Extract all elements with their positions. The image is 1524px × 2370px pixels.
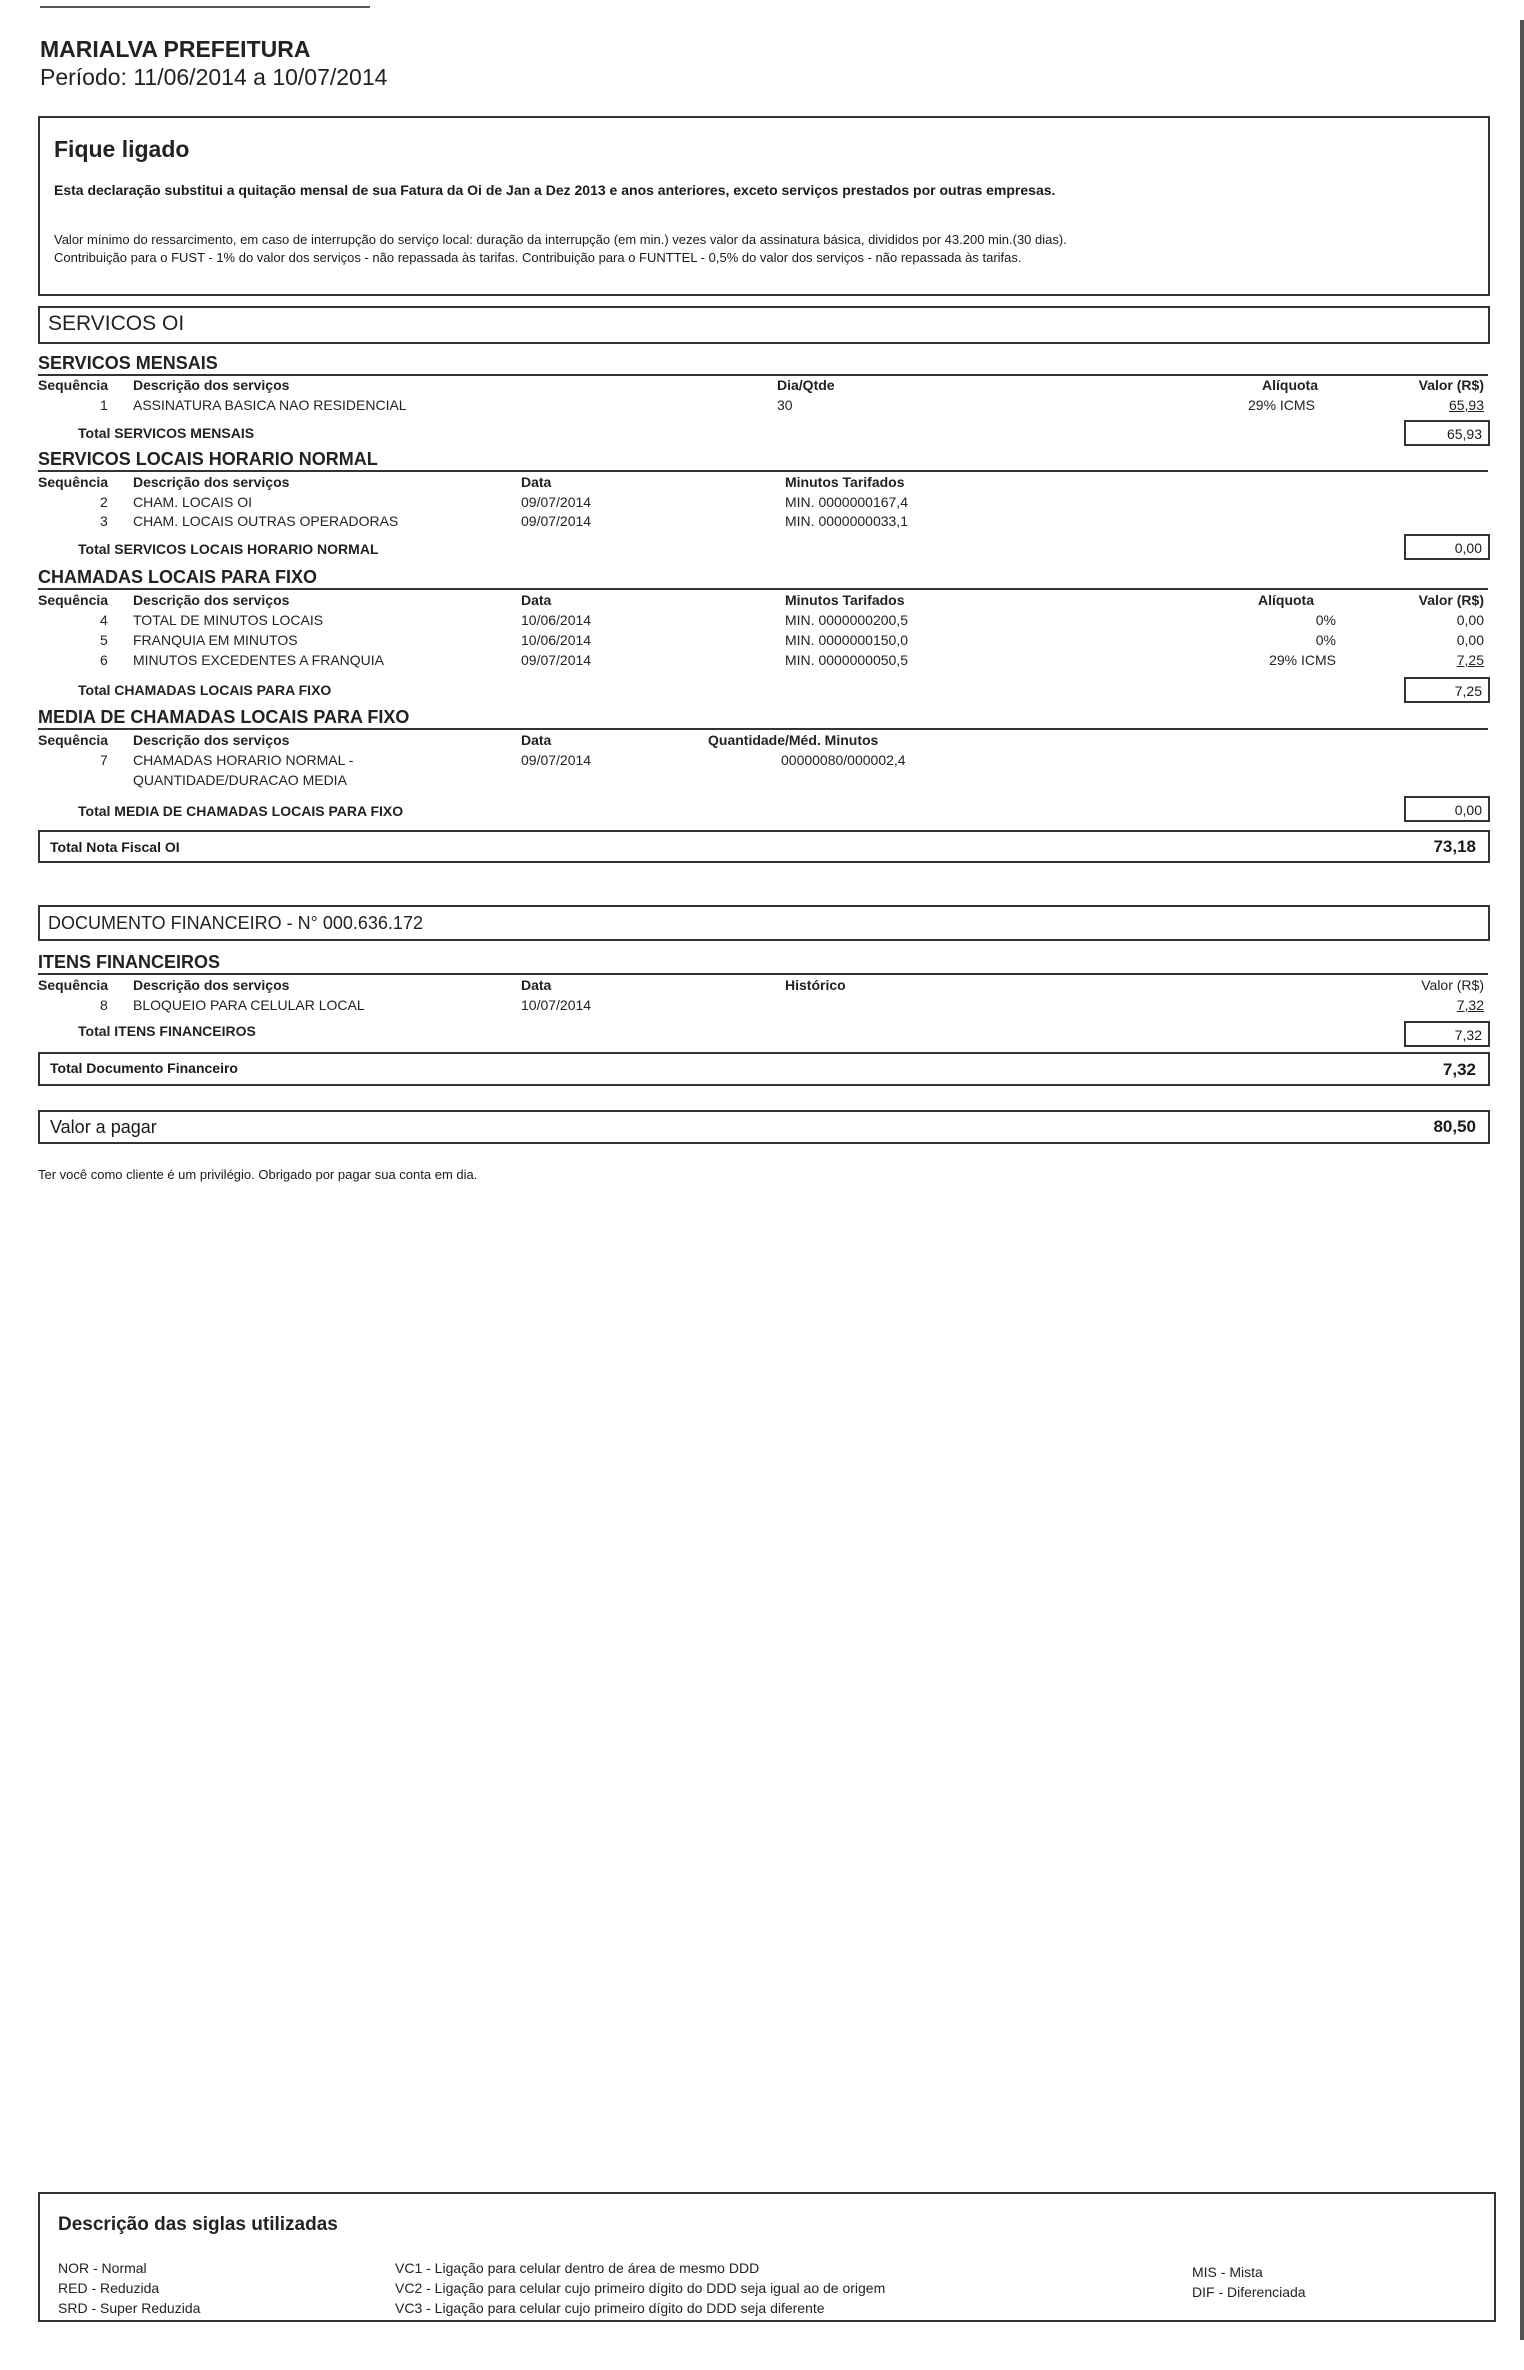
col-minutos: Minutos Tarifados bbox=[785, 474, 905, 490]
legend-item: MIS - Mista bbox=[1192, 2264, 1263, 2280]
legend-box bbox=[38, 2192, 1496, 2322]
row-aliquota: 29% ICMS bbox=[1269, 652, 1336, 668]
rule bbox=[38, 728, 1488, 730]
legend-item: RED - Reduzida bbox=[58, 2280, 160, 2296]
row-seq: 6 bbox=[100, 652, 108, 668]
total-value-media: 0,00 bbox=[1404, 796, 1490, 822]
entity-name: MARIALVA PREFEITURA bbox=[40, 36, 311, 62]
row-qty: 30 bbox=[777, 397, 793, 413]
scan-top-rule bbox=[40, 6, 370, 8]
col-sequencia: Sequência bbox=[38, 377, 109, 393]
legend-item: VC3 - Ligação para celular cujo primeiro dígito do DDD seja diferente bbox=[395, 2300, 825, 2316]
row-minutos: MIN. 0000000200,5 bbox=[785, 612, 908, 628]
row-desc: CHAMADAS HORARIO NORMAL - bbox=[133, 752, 354, 768]
row-data: 09/07/2014 bbox=[521, 513, 592, 529]
row-valor: 7,32 bbox=[1456, 997, 1484, 1013]
total-label-mensais: Total SERVICOS MENSAIS bbox=[78, 425, 255, 441]
info-title: Fique ligado bbox=[54, 136, 190, 162]
col-aliquota: Alíquota bbox=[1258, 592, 1314, 608]
info-box bbox=[38, 116, 1490, 296]
row-seq: 3 bbox=[100, 513, 108, 529]
row-seq: 1 bbox=[100, 397, 108, 413]
col-sequencia: Sequência bbox=[38, 474, 109, 490]
row-minutos: MIN. 0000000150,0 bbox=[785, 632, 908, 648]
row-seq: 7 bbox=[100, 752, 108, 768]
col-quantidade: Quantidade/Méd. Minutos bbox=[708, 732, 879, 748]
total-value-fixo: 7,25 bbox=[1404, 677, 1490, 703]
nota-fiscal-label: Total Nota Fiscal OI bbox=[50, 839, 180, 855]
services-section-header bbox=[38, 306, 1490, 344]
group-title-itens: ITENS FINANCEIROS bbox=[38, 952, 221, 972]
row-aliquota: 0% bbox=[1315, 612, 1336, 628]
col-valor: Valor (R$) bbox=[1418, 377, 1484, 393]
col-sequencia: Sequência bbox=[38, 592, 109, 608]
col-data: Data bbox=[521, 592, 552, 608]
col-valor: Valor (R$) bbox=[1421, 977, 1484, 993]
col-aliquota: Alíquota bbox=[1262, 377, 1318, 393]
col-descricao: Descrição dos serviços bbox=[133, 377, 290, 393]
col-data: Data bbox=[521, 474, 552, 490]
col-sequencia: Sequência bbox=[38, 977, 109, 993]
total-label-itens: Total ITENS FINANCEIROS bbox=[78, 1023, 256, 1039]
row-minutos: MIN. 0000000050,5 bbox=[785, 652, 908, 668]
col-valor: Valor (R$) bbox=[1418, 592, 1484, 608]
row-seq: 5 bbox=[100, 632, 108, 648]
row-seq: 8 bbox=[100, 997, 108, 1013]
legend-title: Descrição das siglas utilizadas bbox=[58, 2214, 338, 2235]
group-title-media: MEDIA DE CHAMADAS LOCAIS PARA FIXO bbox=[38, 707, 410, 727]
financial-section-header bbox=[38, 905, 1490, 941]
documento-financeiro-label: Total Documento Financeiro bbox=[50, 1060, 238, 1076]
total-label-media: Total MEDIA DE CHAMADAS LOCAIS PARA FIXO bbox=[78, 803, 404, 819]
row-valor: 7,25 bbox=[1456, 652, 1484, 668]
documento-financeiro-total-bar bbox=[38, 1052, 1490, 1086]
documento-financeiro-total: 7,32 bbox=[1442, 1060, 1476, 1079]
total-label-fixo: Total CHAMADAS LOCAIS PARA FIXO bbox=[78, 682, 332, 698]
col-sequencia: Sequência bbox=[38, 732, 109, 748]
legend-item: SRD - Super Reduzida bbox=[58, 2300, 201, 2316]
nota-fiscal-total: 73,18 bbox=[1433, 837, 1476, 856]
amount-due-bar bbox=[38, 1110, 1490, 1144]
col-data: Data bbox=[521, 977, 552, 993]
row-desc: CHAM. LOCAIS OUTRAS OPERADORAS bbox=[133, 513, 399, 529]
row-desc: TOTAL DE MINUTOS LOCAIS bbox=[133, 612, 324, 628]
row-desc: ASSINATURA BASICA NAO RESIDENCIAL bbox=[133, 397, 407, 413]
legend-item: VC1 - Ligação para celular dentro de área de mesmo DDD bbox=[395, 2260, 760, 2276]
row-valor: 0,00 bbox=[1456, 612, 1484, 628]
row-desc: MINUTOS EXCEDENTES A FRANQUIA bbox=[133, 652, 385, 668]
group-title-mensais: SERVICOS MENSAIS bbox=[38, 353, 218, 373]
row-aliquota: 0% bbox=[1315, 632, 1336, 648]
row-desc: CHAM. LOCAIS OI bbox=[133, 494, 253, 510]
row-data: 10/06/2014 bbox=[521, 612, 592, 628]
row-minutos: MIN. 0000000033,1 bbox=[785, 513, 908, 529]
rule bbox=[38, 973, 1488, 975]
amount-due-value: 80,50 bbox=[1433, 1117, 1476, 1136]
financial-section-title: DOCUMENTO FINANCEIRO - N° 000.636.172 bbox=[48, 913, 423, 933]
info-paragraph-2: Valor mínimo do ressarcimento, em caso de interrupção do serviço local: duração da interrupção (em min.) vezes valor da assinatura básica, divididos por 43.200 min.(30 dias). bbox=[54, 232, 1067, 247]
scan-edge bbox=[1520, 20, 1524, 2340]
col-historico: Histórico bbox=[785, 977, 846, 993]
col-descricao: Descrição dos serviços bbox=[133, 592, 290, 608]
row-desc-line2: QUANTIDADE/DURACAO MEDIA bbox=[133, 772, 347, 788]
row-data: 10/06/2014 bbox=[521, 632, 592, 648]
rule bbox=[38, 588, 1488, 590]
row-seq: 2 bbox=[100, 494, 108, 510]
col-descricao: Descrição dos serviços bbox=[133, 732, 290, 748]
legend-item: NOR - Normal bbox=[58, 2260, 147, 2276]
rule bbox=[38, 374, 1488, 376]
row-data: 09/07/2014 bbox=[521, 752, 592, 768]
rule bbox=[38, 470, 1488, 472]
total-value-locais: 0,00 bbox=[1404, 534, 1490, 560]
total-label-locais: Total SERVICOS LOCAIS HORARIO NORMAL bbox=[78, 541, 379, 557]
row-valor: 0,00 bbox=[1456, 632, 1484, 648]
row-quantidade: 00000080/000002,4 bbox=[781, 752, 906, 768]
services-section-title: SERVICOS OI bbox=[48, 312, 185, 335]
row-data: 09/07/2014 bbox=[521, 494, 592, 510]
row-minutos: MIN. 0000000167,4 bbox=[785, 494, 908, 510]
group-title-locais: SERVICOS LOCAIS HORARIO NORMAL bbox=[38, 449, 378, 469]
legend-item: DIF - Diferenciada bbox=[1192, 2284, 1306, 2300]
row-data: 09/07/2014 bbox=[521, 652, 592, 668]
row-aliquota: 29% ICMS bbox=[1248, 397, 1315, 413]
row-seq: 4 bbox=[100, 612, 108, 628]
row-valor: 65,93 bbox=[1448, 397, 1484, 413]
col-minutos: Minutos Tarifados bbox=[785, 592, 905, 608]
row-desc: FRANQUIA EM MINUTOS bbox=[133, 632, 298, 648]
thank-you-note: Ter você como cliente é um privilégio. Obrigado por pagar sua conta em dia. bbox=[38, 1167, 478, 1182]
amount-due-label: Valor a pagar bbox=[50, 1117, 157, 1137]
nota-fiscal-total-bar bbox=[38, 830, 1490, 863]
total-value-itens: 7,32 bbox=[1404, 1021, 1490, 1047]
total-value-mensais: 65,93 bbox=[1404, 420, 1490, 446]
group-title-fixo: CHAMADAS LOCAIS PARA FIXO bbox=[38, 567, 317, 587]
row-desc: BLOQUEIO PARA CELULAR LOCAL bbox=[133, 997, 365, 1013]
col-descricao: Descrição dos serviços bbox=[133, 977, 290, 993]
col-descricao: Descrição dos serviços bbox=[133, 474, 290, 490]
row-data: 10/07/2014 bbox=[521, 997, 592, 1013]
legend-item: VC2 - Ligação para celular cujo primeiro dígito do DDD seja igual ao de origem bbox=[395, 2280, 886, 2296]
col-dia-qtde: Dia/Qtde bbox=[777, 377, 835, 393]
info-paragraph-1: Esta declaração substitui a quitação mensal de sua Fatura da Oi de Jan a Dez 2013 e anos anteriores, exceto serviços prestados por outras empresas. bbox=[54, 182, 1056, 198]
col-data: Data bbox=[521, 732, 552, 748]
billing-period: Período: 11/06/2014 a 10/07/2014 bbox=[40, 64, 388, 90]
info-paragraph-3: Contribuição para o FUST - 1% do valor dos serviços - não repassada às tarifas. Contribuição para o FUNTTEL - 0,5% do valor dos serviços - não repassada às tarifas. bbox=[54, 250, 1022, 265]
